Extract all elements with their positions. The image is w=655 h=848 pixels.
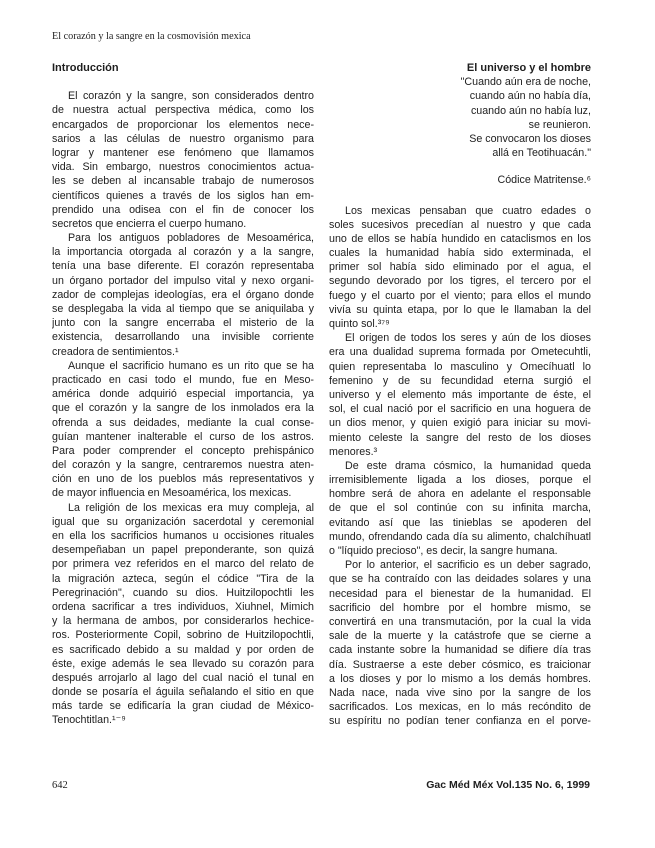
text-line: era una dualidad suprema formada por Ometecuhtli,	[329, 346, 591, 359]
page-number: 642	[52, 780, 68, 791]
text-line: encargados de proporcionar los elementos nece-	[52, 118, 314, 131]
text-line: La religión de los mexicas era muy compleja, al	[68, 501, 314, 514]
text-line: lograr y mantener ese fenómeno que llamamos	[52, 146, 314, 159]
text-line: un órgano portador del impulso vital y nexo organi-	[52, 274, 314, 287]
text-line: El origen de todos los seres y aún de los dioses	[345, 332, 591, 345]
epigraph-line: cuando aún no había día,	[469, 90, 591, 103]
text-line: y la hermana de ambos, por considerarlos hechice-	[52, 615, 314, 628]
text-line: vivía su quinta etapa, por lo que le llamaban la del	[329, 303, 591, 316]
text-line: les se deben al incansable trabajo de numerosos	[52, 175, 314, 188]
text-line: sarios a las células de nuestro organismo para	[52, 132, 314, 145]
paragraph	[52, 231, 314, 359]
text-line: más tarde se edificaría la gran ciudad de México-	[52, 700, 314, 713]
text-line: prendido una odisea con el fin de conocer los	[52, 203, 314, 216]
text-line: El corazón y la sangre, son considerados dentro	[68, 90, 314, 103]
text-line: desempeñaban un papel preponderante, son quizá	[52, 544, 314, 557]
text-line: día. Sustraerse a este deber cósmico, es traicionar	[329, 658, 591, 671]
text-line: que se ha contraído con las deidades solares y una	[329, 573, 591, 586]
text-line: que el corazón y la sangre de los inmolados era la	[52, 402, 314, 415]
text-line: soles sucesivos precedían al nuestro y que cada	[329, 218, 591, 231]
text-line: Peregrinación", cuando su dios. Huitzilopochtli les	[52, 586, 314, 599]
text-line: a los dioses y por lo mismo a los demás hombres.	[329, 672, 591, 685]
text-line: cada instante sobre la humanidad se difiere día tras	[329, 644, 591, 657]
text-line: universo y el elemento más importante de éste, el	[329, 388, 591, 401]
paragraph	[52, 359, 314, 501]
text-line: zador de complejas ideologías, era el órgano donde	[52, 288, 314, 301]
text-line: uno de ellos se había hundido en cataclismos en los	[329, 232, 591, 245]
text-line: se desplegaba la vida al tiempo que se aniquilaba y	[52, 303, 314, 316]
text-line: menores.³	[329, 445, 378, 458]
paragraph	[329, 459, 591, 558]
epigraph-line: cuando aún no había luz,	[470, 104, 591, 117]
text-line: De este drama cósmico, la humanidad queda	[345, 459, 591, 472]
epigraph-line: allá en Teotihuacán."	[492, 147, 591, 160]
text-line: éste, exige además le sea llevado su corazón para	[52, 657, 314, 670]
text-line: Los mexicas pensaban que cuatro edades o	[345, 204, 591, 217]
text-line: fuego y el cuarto por el viento; para ellos el mundo	[329, 289, 591, 302]
text-line: américa donde adquirió especial importancia, ya	[52, 388, 314, 401]
running-head: El corazón y la sangre en la cosmovisión mexica	[52, 31, 251, 42]
paragraph	[329, 558, 591, 728]
left-column	[52, 61, 314, 728]
text-line: segundo devorado por los tigres, el tercero por el	[329, 275, 591, 288]
text-line: Tenochtitlan.¹⁻⁹	[52, 714, 126, 727]
paragraph	[52, 501, 314, 728]
text-line: femenino y de su fecundidad eterna surgió el	[329, 374, 591, 387]
text-line: ción en uno de los pueblos más representativos y	[52, 473, 314, 486]
text-line: la migración azteca, según el códice "Tira de la	[52, 572, 314, 585]
text-line: Aunque el sacrificio humano es un rito que se ha	[68, 359, 314, 372]
text-line: es sacrificado debido a su maldad y por orden de	[52, 643, 314, 656]
text-line: primer sol había sido eliminado por el agua, el	[329, 261, 591, 274]
text-line: Para los antiguos pobladores de Mesoamérica,	[68, 232, 314, 245]
text-line: practicado en casi todo el mundo, fue en Meso-	[52, 373, 314, 386]
text-line: junto con la sangre encerraba el misterio de la	[52, 317, 314, 330]
text-line: sale de la muerte y la catástrofe que se cierne a	[329, 630, 591, 643]
text-line: mundo, ofrendando cada día su alimento, chalchíhuatl	[329, 530, 591, 543]
section-heading-introduction: Introducción	[52, 62, 119, 74]
text-line: necesidad para el bienestar de la humanidad. El	[329, 587, 591, 600]
epigraph-line: se reunieron.	[528, 118, 591, 131]
text-line: sacrificados. Los mexicas, en lo más recóndito de	[329, 701, 591, 714]
text-line: después arrojarlo al lago del cual nació el tunal en	[52, 671, 314, 684]
text-line: por primera vez referidos en el marco del relato de	[52, 558, 314, 571]
text-line: la importancia otorgada al corazón y a la sangre,	[52, 246, 314, 259]
epigraph-line: Se convocaron los dioses	[469, 132, 591, 145]
text-line: Por lo anterior, el sacrificio es un deber sagrado,	[345, 559, 591, 572]
text-line: donde se posaría el águila señalando el sitio en que	[52, 686, 314, 699]
text-line: hombre será de ahora en adelante el responsable	[329, 488, 591, 501]
text-line: Para poder comprender el concepto prehispánico	[52, 444, 314, 457]
journal-citation: Gac Méd Méx Vol.135 No. 6, 1999	[426, 779, 590, 791]
text-line: existencia, desarrollando una invisible corriente	[52, 331, 314, 344]
text-line: evitando así que las tinieblas se apoderen del	[329, 516, 591, 529]
text-line: ordena sacrificar a tres individuos, Xiuhnel, Mimich	[52, 600, 314, 613]
text-line: convertirá en una transmutación, por la cual la vida	[329, 615, 591, 628]
epigraph-source: Códice Matritense.⁶	[497, 174, 591, 187]
text-line: de mayor influencia en Mesoamérica, los mexicas.	[52, 487, 292, 500]
text-line: del corazón y la sangre, centraremos nuestra aten-	[52, 459, 314, 472]
text-line: su espíritu no podían tener confianza en el porve-	[329, 715, 591, 728]
epigraph-line: "Cuando aún era de noche,	[460, 76, 591, 89]
text-line: cuales la humanidad había sido exterminada, el	[329, 247, 591, 260]
text-line: ros. Posteriormente Copil, sobrino de Huitzilopochtli,	[52, 629, 314, 642]
text-line: de nuestra actual perspectiva médica, como los	[52, 104, 314, 117]
paragraph	[329, 331, 591, 459]
text-line: científicos quienes a través de los siglos han em-	[52, 189, 314, 202]
text-line: quien representaba lo masculino y Omecíhuatl lo	[329, 360, 591, 373]
text-line: Nada nace, nada vive sino por la sangre de los	[329, 686, 591, 699]
text-line: igual que su organización sacerdotal y ceremonial	[52, 515, 314, 528]
text-line: sol, el cual nació por el sacrificio en una hoguera de	[329, 403, 591, 416]
text-line: creadora de sentimientos.¹	[52, 345, 179, 358]
text-line: quinto sol.³⁷⁹	[329, 318, 390, 331]
epigraph	[329, 75, 591, 160]
text-line: secretos que encierra el cuerpo humano.	[52, 217, 247, 230]
paragraph	[329, 204, 591, 332]
text-line: vida. Sin embargo, nuestros conocimientos actua-	[52, 161, 314, 174]
text-line: o "líquido precioso", es decir, la sangre humana.	[329, 545, 558, 558]
section-heading-universe: El universo y el hombre	[466, 62, 591, 74]
text-line: miento celeste la sangre del resto de los dioses	[329, 431, 591, 444]
text-line: ofrenda a sus deidades, mediante la cual conse-	[52, 416, 314, 429]
text-line: un dios menor, y quien exigió para iniciar su movi-	[329, 417, 591, 430]
text-line: sacrificio del hombre por el hombre mismo, se	[329, 601, 591, 614]
text-line: tenía una base diferente. El corazón representaba	[52, 260, 314, 273]
text-line: irremisiblemente ligada a los dioses, porque el	[329, 474, 591, 487]
text-line: de que el sol continúe con su infinita marcha,	[329, 502, 591, 515]
text-line: en ella los sacrificios humanos u occisiones rituales	[52, 530, 314, 543]
paragraph	[52, 89, 314, 231]
text-line: guían mantener inalterable el curso de los astros.	[52, 430, 314, 443]
right-column	[329, 61, 591, 728]
